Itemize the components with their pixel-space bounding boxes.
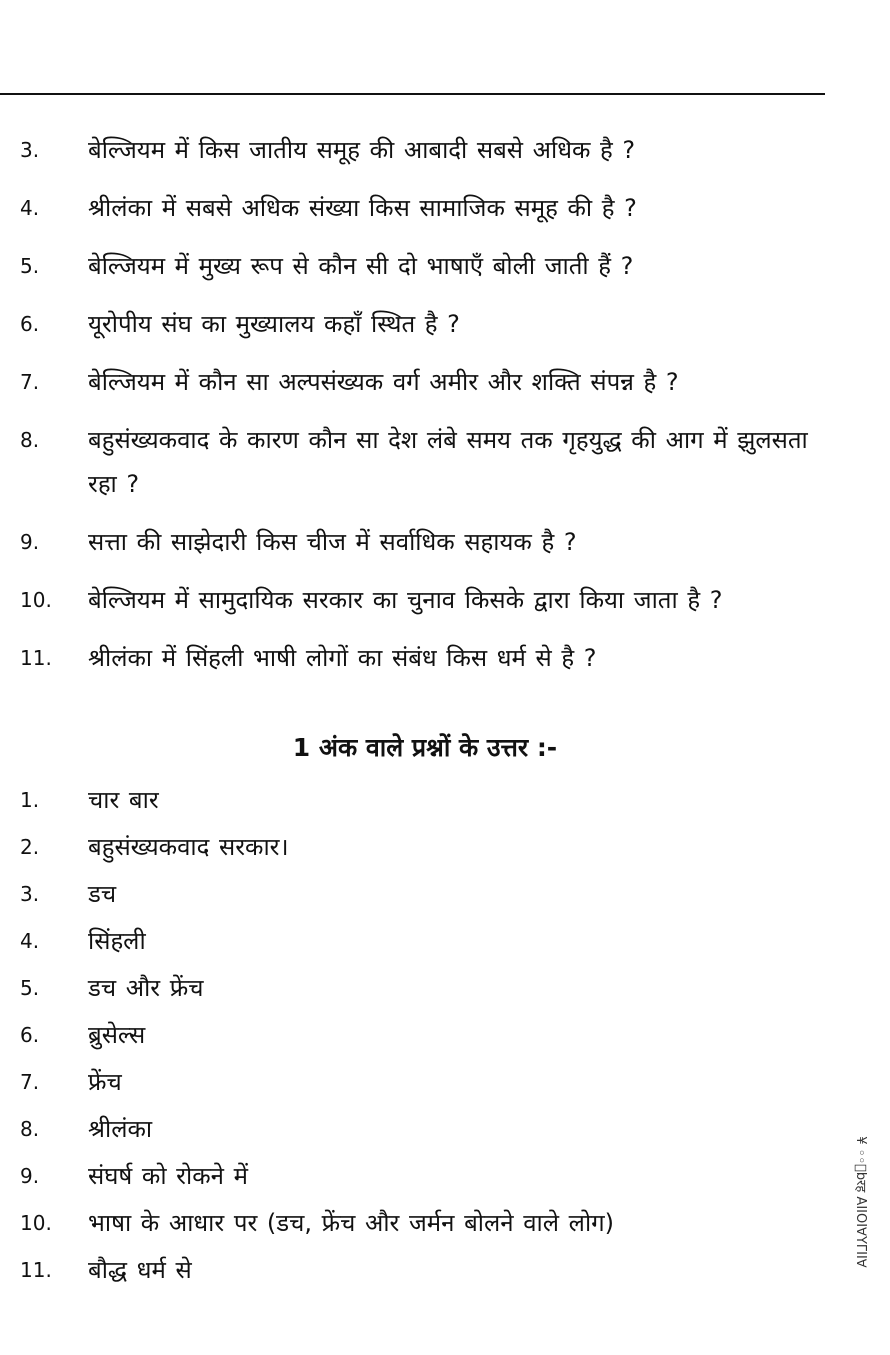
question-number: 4. <box>20 196 40 220</box>
answer-text: फ्रेंच <box>88 1068 122 1096</box>
answer-text: संघर्ष को रोकने में <box>88 1162 248 1190</box>
answer-number: 6. <box>20 1023 40 1047</box>
answer-text: श्रीलंका <box>88 1115 153 1143</box>
question-text: सत्ता की साझेदारी किस चीज में सर्वाधिक सहायक है ? <box>88 528 577 556</box>
answer-number: 7. <box>20 1070 40 1094</box>
question-text: यूरोपीय संघ का मुख्यालय कहाँ स्थित है ? <box>88 310 460 338</box>
side-watermark-text: ¥ ◦◦ॅbरह ΑΙΙΟΙ∀ΥΓΙΙ∀ <box>853 1136 868 1268</box>
answer-text: चार बार <box>88 786 159 814</box>
question-text: श्रीलंका में सबसे अधिक संख्या किस सामाजिक समूह की है ? <box>88 194 637 222</box>
answer-text: डच <box>88 880 117 908</box>
answer-number: 1. <box>20 788 40 812</box>
answer-number: 5. <box>20 976 40 1000</box>
question-number: 10. <box>20 588 52 612</box>
question-number: 6. <box>20 312 40 336</box>
question-number: 8. <box>20 428 40 452</box>
question-text: बेल्जियम में कौन सा अल्पसंख्यक वर्ग अमीर और शक्ति संपन्न है ? <box>88 368 679 396</box>
answer-text: ब्रुसेल्स <box>88 1021 146 1049</box>
answer-number: 2. <box>20 835 40 859</box>
answer-number: 4. <box>20 929 40 953</box>
question-text: श्रीलंका में सिंहली भाषी लोगों का संबंध किस धर्म से है ? <box>88 644 597 672</box>
question-text: बेल्जियम में मुख्य रूप से कौन सी दो भाषाएँ बोली जाती हैं ? <box>88 252 634 280</box>
question-text: बहुसंख्यकवाद के कारण कौन सा देश लंबे समय तक गृहयुद्ध की आग में झुलसता रहा ? <box>88 426 808 498</box>
question-item <box>0 418 830 506</box>
question-text: बेल्जियम में किस जातीय समूह की आबादी सबसे अधिक है ? <box>88 136 636 164</box>
question-number: 11. <box>20 646 52 670</box>
question-number: 7. <box>20 370 40 394</box>
question-number: 9. <box>20 530 40 554</box>
answer-text: बहुसंख्यकवाद सरकार। <box>88 833 289 861</box>
question-number: 3. <box>20 138 40 162</box>
answer-text: भाषा के आधार पर (डच, फ्रेंच और जर्मन बोलने वाले लोग) <box>88 1209 615 1237</box>
answer-number: 3. <box>20 882 40 906</box>
question-text: बेल्जियम में सामुदायिक सरकार का चुनाव किसके द्वारा किया जाता है ? <box>88 586 723 614</box>
answer-text: बौद्ध धर्म से <box>88 1256 192 1284</box>
answer-text: सिंहली <box>88 927 146 955</box>
answer-text: डच और फ्रेंच <box>88 974 204 1002</box>
answer-number: 10. <box>20 1211 52 1235</box>
question-number: 5. <box>20 254 40 278</box>
answer-number: 11. <box>20 1258 52 1282</box>
answers-heading: 1 अंक वाले प्रश्नों के उत्तर :- <box>292 733 558 762</box>
side-watermark <box>842 1112 882 1292</box>
answer-number: 9. <box>20 1164 40 1188</box>
answer-number: 8. <box>20 1117 40 1141</box>
top-rule <box>0 93 825 95</box>
